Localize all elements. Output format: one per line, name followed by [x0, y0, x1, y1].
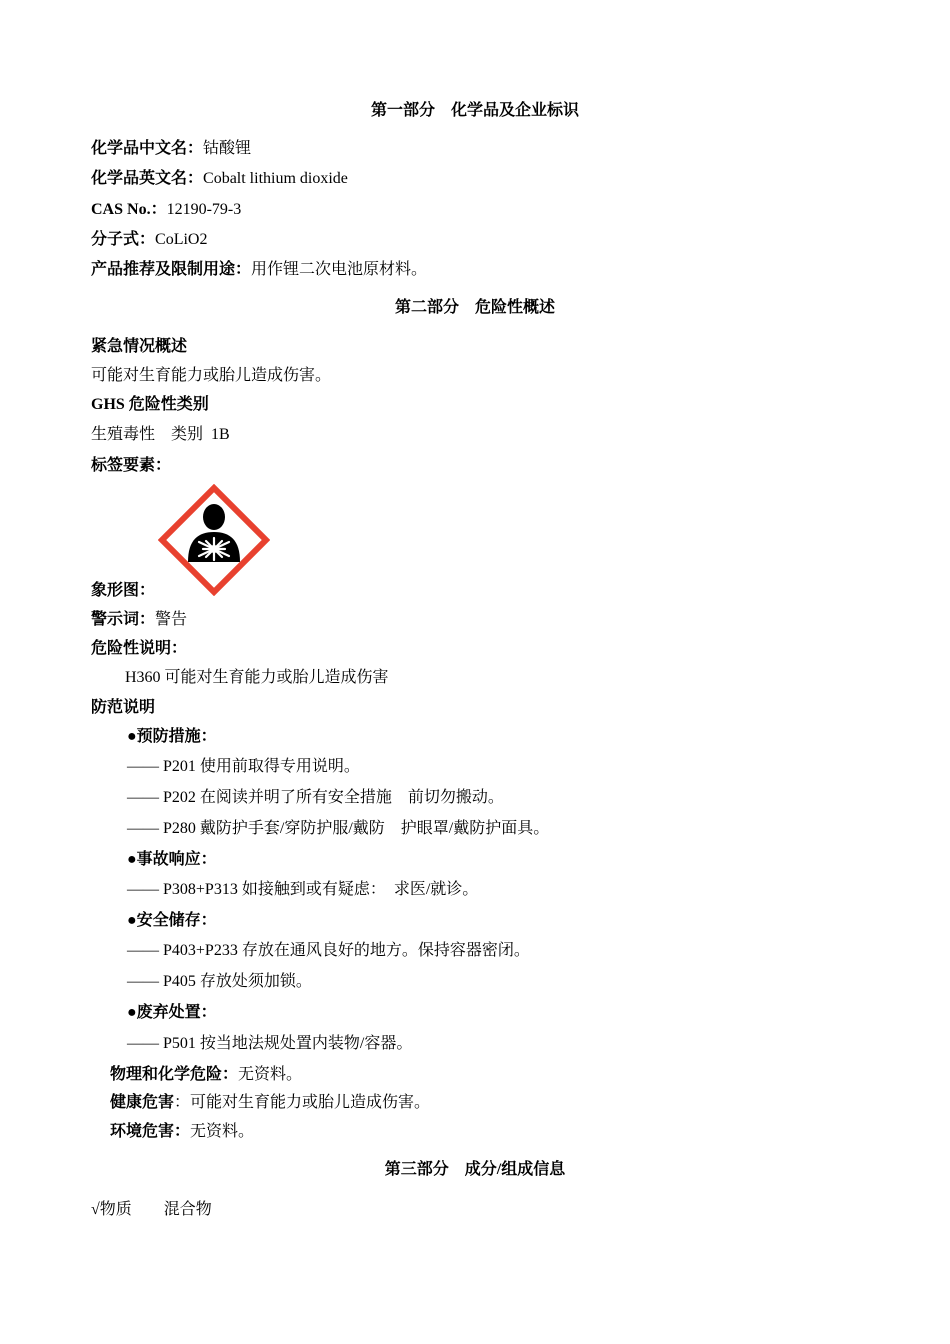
prevention-item: —— P280 戴防护手套/穿防护服/戴防 护眼罩/戴防护面具。 — [127, 820, 550, 837]
disposal-item: —— P501 按当地法规处置内装物/容器。 — [127, 1035, 413, 1052]
substance-option: √物质 — [91, 1201, 132, 1218]
use-label: 产品推荐及限制用途： — [91, 261, 252, 278]
hazard-statement-label: 危险性说明： — [91, 640, 188, 657]
physchem-label: 物理和化学危险： — [110, 1066, 239, 1083]
formula-label: 分子式： — [91, 231, 156, 248]
formula-value: CoLiO2 — [155, 231, 208, 248]
use-row — [91, 260, 427, 280]
emergency-text: 可能对生育能力或胎儿造成伤害。 — [91, 367, 332, 384]
health-label: 健康危害 — [110, 1094, 175, 1111]
signal-row — [91, 610, 187, 630]
ghs-heading: GHS 危险性类别 — [91, 396, 209, 413]
env-row — [110, 1122, 254, 1142]
storage-item: —— P405 存放处须加锁。 — [127, 973, 312, 990]
health-hazard-icon — [158, 484, 270, 596]
env-label: 环境危害： — [110, 1123, 191, 1140]
pictogram-label: 象形图： — [91, 582, 156, 599]
health-row — [110, 1093, 430, 1113]
response-heading: ●事故响应： — [127, 851, 217, 868]
emergency-heading: 紧急情况概述 — [91, 338, 188, 355]
composition-row — [91, 1200, 212, 1220]
prevention-heading: ●预防措施： — [127, 728, 217, 745]
mixture-option: 混合物 — [163, 1201, 212, 1218]
health-value: ：可能对生育能力或胎儿造成伤害。 — [174, 1094, 431, 1111]
cas-value: 12190-79-3 — [166, 201, 242, 218]
hazard-statement: H360 可能对生育能力或胎儿造成伤害 — [125, 669, 389, 686]
cn-name-row — [91, 139, 251, 159]
en-name-row — [91, 169, 348, 189]
en-name-value: Cobalt lithium dioxide — [203, 170, 348, 187]
section3-title: 第三部分 成分/组成信息 — [384, 1161, 566, 1178]
cn-name-label: 化学品中文名： — [91, 140, 204, 157]
ghs-category: 类别 — [171, 426, 204, 443]
physchem-value: 无资料。 — [238, 1066, 303, 1083]
signal-value: 警告 — [155, 611, 188, 628]
precaution-heading: 防范说明 — [91, 699, 156, 716]
ghs-class-row — [91, 425, 230, 445]
formula-row — [91, 230, 207, 250]
response-item: —— P308+P313 如接触到或有疑虑： 求医/就诊。 — [127, 881, 479, 898]
prevention-item: —— P202 在阅读并明了所有安全措施 前切勿搬动。 — [127, 789, 504, 806]
cas-row — [91, 200, 241, 220]
signal-label: 警示词： — [91, 611, 156, 628]
en-name-label: 化学品英文名： — [91, 170, 204, 187]
storage-heading: ●安全储存： — [127, 912, 217, 929]
prevention-item: —— P201 使用前取得专用说明。 — [127, 758, 360, 775]
label-elements-heading: 标签要素： — [91, 457, 172, 474]
section1-title: 第一部分 化学品及企业标识 — [370, 102, 579, 119]
ghs-category-value: 1B — [211, 426, 230, 443]
cn-name-value: 钴酸锂 — [203, 140, 252, 157]
disposal-heading: ●废弃处置： — [127, 1004, 217, 1021]
env-value: 无资料。 — [190, 1123, 255, 1140]
ghs-class: 生殖毒性 — [91, 426, 156, 443]
section2-title: 第二部分 危险性概述 — [394, 299, 555, 316]
use-value: 用作锂二次电池原材料。 — [251, 261, 428, 278]
physchem-row — [110, 1065, 302, 1085]
storage-item: —— P403+P233 存放在通风良好的地方。保持容器密闭。 — [127, 942, 530, 959]
cas-label: CAS No.： — [91, 201, 167, 218]
